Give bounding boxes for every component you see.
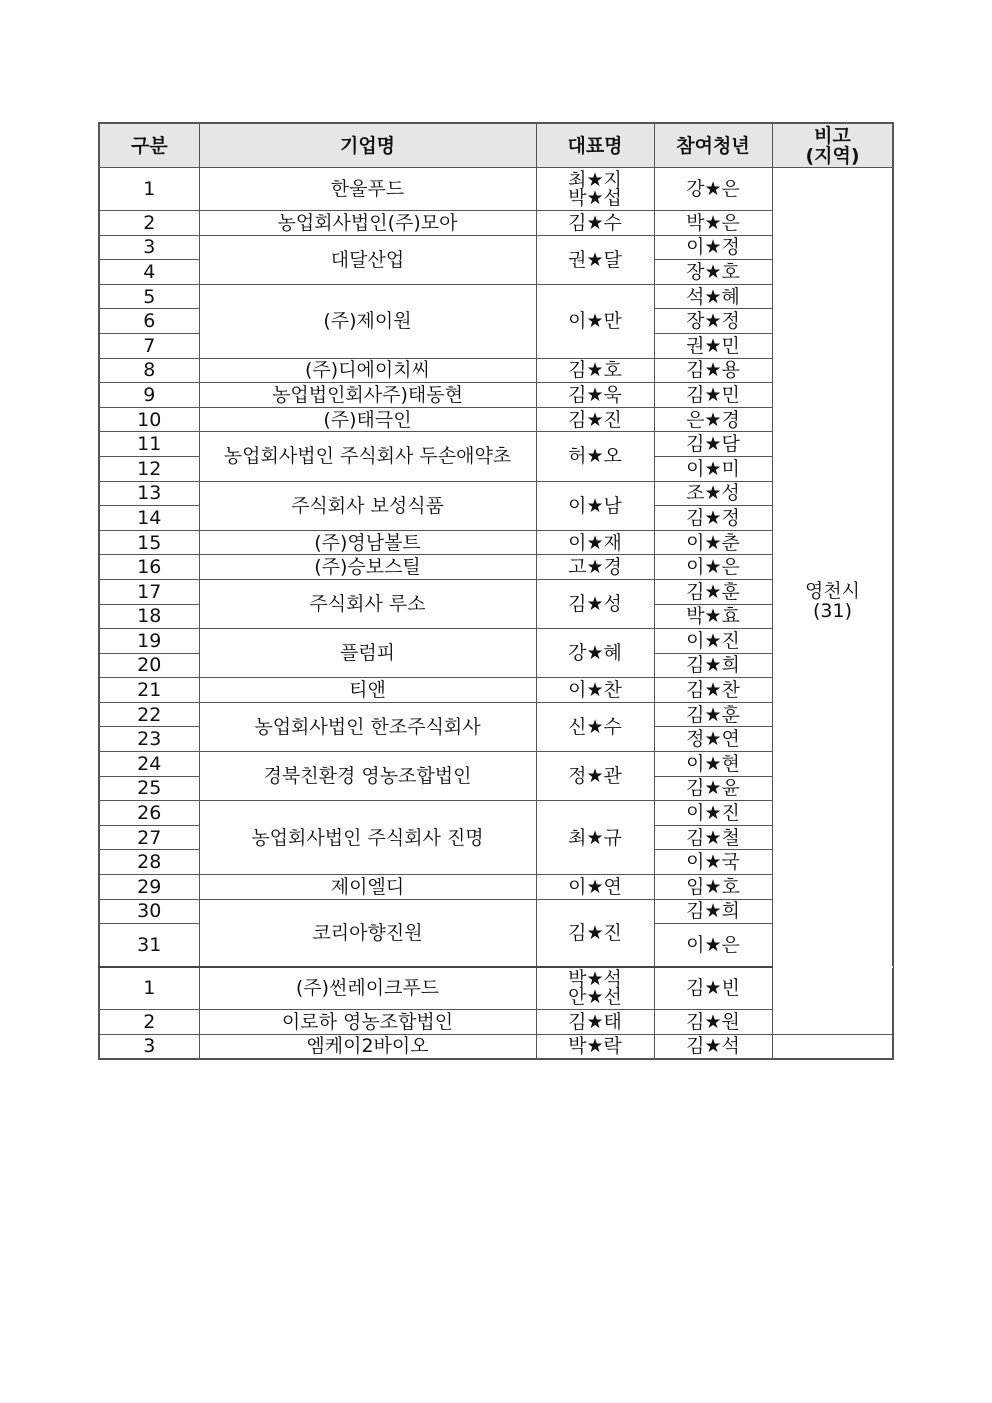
representative	[536, 967, 654, 1010]
company-name: 제이엘디	[199, 875, 536, 900]
header-note	[772, 123, 893, 168]
youth-name: 이★진	[654, 629, 772, 654]
representative: 이★재	[536, 530, 654, 555]
youth-name: 장★정	[654, 309, 772, 334]
rep-line: 박★섭	[568, 187, 622, 209]
youth-name: 이★국	[654, 850, 772, 875]
row-number: 2	[99, 1010, 199, 1035]
youth-name: 임★호	[654, 875, 772, 900]
representative: 정★관	[536, 752, 654, 801]
company-name: 농업회사법인 주식회사 진명	[199, 801, 536, 875]
youth-name: 이★미	[654, 456, 772, 481]
row-number: 11	[99, 432, 199, 457]
youth-name: 김★민	[654, 383, 772, 408]
representative: 고★경	[536, 555, 654, 580]
representative	[536, 168, 654, 211]
row-number: 18	[99, 604, 199, 629]
region-line: (31)	[812, 599, 852, 622]
company-name: 주식회사 루소	[199, 579, 536, 628]
header-row	[99, 123, 893, 168]
rep-line: 최★지	[568, 169, 622, 191]
row-number: 19	[99, 629, 199, 654]
youth-name: 장★호	[654, 260, 772, 285]
youth-name: 박★효	[654, 604, 772, 629]
row-number: 27	[99, 825, 199, 850]
header-category: 구분	[99, 123, 199, 168]
youth-name: 김★용	[654, 358, 772, 383]
row-number: 12	[99, 456, 199, 481]
youth-name: 김★정	[654, 506, 772, 531]
youth-name: 이★춘	[654, 530, 772, 555]
row-number: 9	[99, 383, 199, 408]
youth-name: 김★빈	[654, 967, 772, 1010]
row-number: 1	[99, 967, 199, 1010]
company-name: 농업법인회사주)태동현	[199, 383, 536, 408]
youth-name: 김★철	[654, 825, 772, 850]
row-number: 17	[99, 579, 199, 604]
row-number: 6	[99, 309, 199, 334]
youth-name: 조★성	[654, 481, 772, 506]
row-number: 14	[99, 506, 199, 531]
row-number: 21	[99, 678, 199, 703]
youth-name: 김★희	[654, 653, 772, 678]
youth-name: 이★은	[654, 555, 772, 580]
rep-line: 박★석	[568, 968, 622, 991]
company-name: 플럼피	[199, 629, 536, 678]
company-name: 농업회사법인 주식회사 두손애약초	[199, 432, 536, 481]
company-name: (주)승보스틸	[199, 555, 536, 580]
youth-name: 김★담	[654, 432, 772, 457]
youth-name: 김★찬	[654, 678, 772, 703]
table-row	[99, 168, 893, 211]
row-number: 13	[99, 481, 199, 506]
youth-name: 김★희	[654, 899, 772, 924]
company-name: (주)제이원	[199, 284, 536, 358]
row-number: 28	[99, 850, 199, 875]
row-number: 4	[99, 260, 199, 285]
representative: 박★락	[536, 1034, 654, 1059]
youth-name: 김★원	[654, 1010, 772, 1035]
header-youth: 참여청년	[654, 123, 772, 168]
company-name: 농업회사법인(주)모아	[199, 211, 536, 236]
company-name: 엠케이2바이오	[199, 1034, 536, 1059]
row-number: 16	[99, 555, 199, 580]
youth-name: 김★훈	[654, 702, 772, 727]
youth-name: 강★은	[654, 168, 772, 211]
company-name: (주)영남볼트	[199, 530, 536, 555]
representative: 이★남	[536, 481, 654, 530]
row-number: 30	[99, 899, 199, 924]
representative: 이★찬	[536, 678, 654, 703]
representative: 신★수	[536, 702, 654, 751]
row-number: 26	[99, 801, 199, 826]
header-note-line2: (지역)	[805, 144, 860, 167]
company-name: 경북친환경 영농조합법인	[199, 752, 536, 801]
company-name: (주)썬레이크푸드	[199, 967, 536, 1010]
representative: 권★달	[536, 235, 654, 284]
representative: 허★오	[536, 432, 654, 481]
row-number: 29	[99, 875, 199, 900]
representative: 이★연	[536, 875, 654, 900]
header-note-line1: 비고	[814, 124, 851, 147]
representative: 이★만	[536, 284, 654, 358]
row-number: 25	[99, 776, 199, 801]
youth-name: 이★진	[654, 801, 772, 826]
youth-name: 김★석	[654, 1034, 772, 1059]
row-number: 7	[99, 333, 199, 358]
youth-name: 김★윤	[654, 776, 772, 801]
representative: 강★혜	[536, 629, 654, 678]
row-number: 31	[99, 924, 199, 967]
company-name: (주)태극인	[199, 407, 536, 432]
row-number: 22	[99, 702, 199, 727]
participant-table	[98, 122, 894, 1060]
row-number: 3	[99, 235, 199, 260]
representative: 김★진	[536, 899, 654, 967]
company-name: 코리아향진원	[199, 899, 536, 967]
representative: 김★욱	[536, 383, 654, 408]
table-row	[99, 1034, 893, 1059]
company-name: 대달산업	[199, 235, 536, 284]
header-representative: 대표명	[536, 123, 654, 168]
company-name: 농업회사법인 한조주식회사	[199, 702, 536, 751]
representative: 김★진	[536, 407, 654, 432]
representative: 김★성	[536, 579, 654, 628]
youth-name: 석★혜	[654, 284, 772, 309]
row-number: 20	[99, 653, 199, 678]
representative: 김★태	[536, 1010, 654, 1035]
youth-name: 김★훈	[654, 579, 772, 604]
youth-name: 은★경	[654, 407, 772, 432]
company-name: 한울푸드	[199, 168, 536, 211]
representative: 최★규	[536, 801, 654, 875]
header-company: 기업명	[199, 123, 536, 168]
company-name: 티앤	[199, 678, 536, 703]
company-name: 주식회사 보성식품	[199, 481, 536, 530]
company-name: (주)디에이치씨	[199, 358, 536, 383]
row-number: 3	[99, 1034, 199, 1059]
region-line: 영천시	[804, 579, 861, 602]
rep-line: 안★선	[568, 986, 622, 1009]
youth-name: 정★연	[654, 727, 772, 752]
row-number: 24	[99, 752, 199, 777]
youth-name: 박★은	[654, 211, 772, 236]
youth-name: 권★민	[654, 333, 772, 358]
youth-name: 이★은	[654, 924, 772, 967]
youth-name: 이★정	[654, 235, 772, 260]
row-number: 23	[99, 727, 199, 752]
representative: 김★수	[536, 211, 654, 236]
row-number: 15	[99, 530, 199, 555]
youth-name: 이★현	[654, 752, 772, 777]
row-number: 10	[99, 407, 199, 432]
row-number: 5	[99, 284, 199, 309]
region-yeongcheon	[772, 168, 893, 1035]
row-number: 2	[99, 211, 199, 236]
row-number: 1	[99, 168, 199, 211]
company-name: 이로하 영농조합법인	[199, 1010, 536, 1035]
row-number: 8	[99, 358, 199, 383]
representative: 김★호	[536, 358, 654, 383]
